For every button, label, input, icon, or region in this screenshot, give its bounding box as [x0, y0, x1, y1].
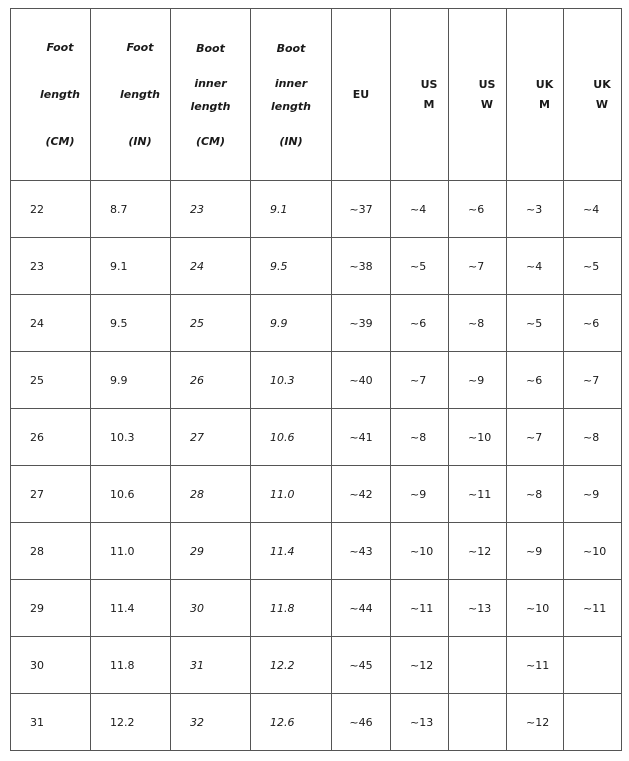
table-row	[11, 352, 622, 409]
cell-us-w	[449, 694, 507, 751]
cell-us-w	[449, 181, 507, 238]
cell-text: ~7	[526, 430, 543, 444]
cell-text: ~5	[410, 259, 427, 273]
cell-us-m	[391, 295, 449, 352]
cell-us-m	[391, 466, 449, 523]
cell-text: 11.8	[110, 658, 135, 672]
cell-text: ~6	[410, 316, 427, 330]
header-line: (IN)	[128, 135, 152, 148]
cell-foot-in	[91, 352, 171, 409]
cell-foot-cm	[11, 238, 91, 295]
cell-us-m	[391, 523, 449, 580]
cell-text: ~38	[349, 259, 373, 273]
table-row	[11, 181, 622, 238]
cell-text: 30	[30, 658, 44, 672]
cell-text: ~7	[583, 373, 600, 387]
cell-text: ~42	[349, 487, 373, 501]
cell-us-m	[391, 181, 449, 238]
cell-text: ~40	[349, 373, 373, 387]
cell-text: 9.1	[270, 202, 288, 216]
header-line: length	[119, 88, 161, 101]
table-row	[11, 295, 622, 352]
cell-boot-in	[251, 295, 332, 352]
header-line: UK	[593, 77, 611, 91]
cell-text: ~9	[526, 544, 543, 558]
cell-us-m	[391, 352, 449, 409]
cell-text: 24	[190, 259, 204, 273]
cell-text: 27	[190, 430, 204, 444]
cell-text: ~45	[349, 658, 373, 672]
cell-foot-in	[91, 181, 171, 238]
cell-eu	[332, 409, 391, 466]
cell-text: ~9	[583, 487, 600, 501]
cell-boot-cm	[171, 295, 251, 352]
cell-text: 9.1	[110, 259, 128, 273]
cell-text: 25	[30, 373, 44, 387]
table-row	[11, 694, 622, 751]
cell-us-m	[391, 409, 449, 466]
cell-text: ~4	[526, 259, 543, 273]
cell-text: 12.2	[270, 658, 295, 672]
cell-text: 28	[30, 544, 44, 558]
table-row	[11, 409, 622, 466]
cell-eu	[332, 580, 391, 637]
cell-text: 27	[30, 487, 44, 501]
table-row	[11, 523, 622, 580]
cell-text: ~7	[410, 373, 427, 387]
header-line: (CM)	[195, 134, 226, 148]
header-line: Foot	[46, 41, 74, 54]
cell-boot-cm	[171, 637, 251, 694]
cell-text: 25	[190, 316, 204, 330]
cell-uk-w	[564, 295, 622, 352]
cell-text: ~13	[410, 715, 434, 729]
cell-eu	[332, 637, 391, 694]
cell-text: 31	[30, 715, 44, 729]
cell-text: 11.0	[110, 544, 135, 558]
cell-us-w	[449, 523, 507, 580]
size-chart-table	[10, 8, 622, 751]
cell-text: ~11	[468, 487, 492, 501]
header-line: EU	[352, 88, 370, 101]
cell-boot-in	[251, 637, 332, 694]
cell-text: ~8	[526, 487, 543, 501]
cell-text: ~3	[526, 202, 543, 216]
cell-boot-in	[251, 238, 332, 295]
cell-foot-cm	[11, 352, 91, 409]
cell-text: 30	[190, 601, 204, 615]
cell-text: 12.2	[110, 715, 135, 729]
cell-foot-in	[91, 694, 171, 751]
cell-boot-in	[251, 409, 332, 466]
cell-uk-m	[507, 580, 564, 637]
cell-text: 11.8	[270, 601, 295, 615]
cell-eu	[332, 523, 391, 580]
cell-text: ~12	[526, 715, 550, 729]
header-foot-length-in	[91, 9, 171, 181]
cell-uk-w	[564, 238, 622, 295]
cell-text: ~13	[468, 601, 492, 615]
cell-boot-cm	[171, 409, 251, 466]
cell-foot-in	[91, 238, 171, 295]
cell-boot-cm	[171, 523, 251, 580]
header-line: Boot	[196, 41, 225, 55]
cell-uk-w	[564, 694, 622, 751]
cell-us-w	[449, 295, 507, 352]
cell-text: 8.7	[110, 202, 128, 216]
table-row	[11, 580, 622, 637]
cell-text: 28	[190, 487, 204, 501]
cell-text: ~8	[468, 316, 485, 330]
cell-uk-w	[564, 466, 622, 523]
header-line: Foot	[126, 41, 154, 54]
header-us-w	[449, 9, 507, 181]
cell-text: ~11	[410, 601, 434, 615]
cell-text: ~6	[468, 202, 485, 216]
cell-foot-in	[91, 409, 171, 466]
cell-text: ~5	[583, 259, 600, 273]
cell-text: ~7	[468, 259, 485, 273]
cell-uk-m	[507, 409, 564, 466]
cell-foot-cm	[11, 694, 91, 751]
header-boot-inner-length-in	[251, 9, 332, 181]
cell-foot-cm	[11, 523, 91, 580]
cell-text: 11.0	[270, 487, 295, 501]
header-uk-m	[507, 9, 564, 181]
header-line: M	[539, 97, 550, 111]
cell-foot-in	[91, 580, 171, 637]
cell-us-m	[391, 580, 449, 637]
cell-foot-cm	[11, 295, 91, 352]
cell-text: 10.6	[270, 430, 295, 444]
cell-foot-in	[91, 466, 171, 523]
cell-text: 9.5	[270, 259, 288, 273]
cell-text: 31	[190, 658, 204, 672]
cell-uk-m	[507, 181, 564, 238]
cell-eu	[332, 694, 391, 751]
cell-uk-w	[564, 409, 622, 466]
cell-text: 9.9	[110, 373, 128, 387]
cell-boot-in	[251, 580, 332, 637]
cell-eu	[332, 295, 391, 352]
cell-text: ~8	[583, 430, 600, 444]
cell-foot-cm	[11, 466, 91, 523]
cell-eu	[332, 181, 391, 238]
cell-foot-in	[91, 637, 171, 694]
table-row	[11, 637, 622, 694]
header-line: inner	[194, 76, 227, 90]
cell-text: ~44	[349, 601, 373, 615]
cell-boot-cm	[171, 466, 251, 523]
cell-foot-in	[91, 523, 171, 580]
header-line: UK	[535, 77, 554, 91]
cell-text: 23	[30, 259, 44, 273]
header-line: inner	[274, 76, 308, 90]
cell-text: ~6	[583, 316, 600, 330]
header-line: W	[480, 97, 494, 111]
cell-text: ~10	[583, 544, 607, 558]
cell-eu	[332, 466, 391, 523]
cell-text: ~46	[349, 715, 373, 729]
header-line: W	[595, 97, 609, 111]
header-line: length	[190, 99, 231, 113]
cell-uk-w	[564, 580, 622, 637]
cell-text: 10.3	[110, 430, 135, 444]
cell-uk-w	[564, 352, 622, 409]
cell-text: ~12	[468, 544, 492, 558]
cell-text: ~9	[410, 487, 427, 501]
cell-text: ~8	[410, 430, 427, 444]
cell-text: 22	[30, 202, 44, 216]
cell-eu	[332, 352, 391, 409]
header-row	[11, 9, 622, 181]
cell-text: ~41	[349, 430, 373, 444]
header-line: (CM)	[45, 135, 75, 148]
header-us-m	[391, 9, 449, 181]
cell-boot-cm	[171, 694, 251, 751]
cell-text: 29	[190, 544, 204, 558]
cell-text: ~4	[583, 202, 600, 216]
header-line: M	[423, 97, 435, 111]
cell-uk-m	[507, 694, 564, 751]
cell-text: ~39	[349, 316, 373, 330]
header-line: Boot	[276, 41, 306, 55]
cell-us-w	[449, 637, 507, 694]
cell-text: 11.4	[110, 601, 135, 615]
cell-uk-w	[564, 637, 622, 694]
cell-text: ~10	[526, 601, 550, 615]
header-foot-length-cm	[11, 9, 91, 181]
cell-uk-w	[564, 523, 622, 580]
cell-text: 29	[30, 601, 44, 615]
cell-boot-cm	[171, 238, 251, 295]
cell-us-w	[449, 580, 507, 637]
table-row	[11, 238, 622, 295]
header-line: length	[39, 88, 81, 101]
cell-boot-cm	[171, 580, 251, 637]
header-line: US	[478, 77, 496, 91]
cell-boot-cm	[171, 181, 251, 238]
cell-boot-cm	[171, 352, 251, 409]
header-uk-w	[564, 9, 622, 181]
cell-eu	[332, 238, 391, 295]
header-line: US	[420, 77, 438, 91]
cell-text: ~11	[583, 601, 607, 615]
cell-text: 9.5	[110, 316, 128, 330]
cell-boot-in	[251, 694, 332, 751]
cell-text: 11.4	[270, 544, 295, 558]
cell-text: 23	[190, 202, 204, 216]
cell-us-m	[391, 694, 449, 751]
header-eu	[332, 9, 391, 181]
cell-foot-cm	[11, 637, 91, 694]
cell-uk-m	[507, 523, 564, 580]
cell-foot-cm	[11, 580, 91, 637]
cell-text: 10.6	[110, 487, 135, 501]
cell-text: ~4	[410, 202, 427, 216]
cell-boot-in	[251, 352, 332, 409]
cell-boot-in	[251, 181, 332, 238]
cell-text: 26	[190, 373, 204, 387]
cell-foot-cm	[11, 409, 91, 466]
cell-uk-m	[507, 637, 564, 694]
cell-uk-m	[507, 466, 564, 523]
cell-boot-in	[251, 523, 332, 580]
cell-foot-cm	[11, 181, 91, 238]
cell-uk-m	[507, 238, 564, 295]
cell-text: ~9	[468, 373, 485, 387]
cell-text: ~6	[526, 373, 543, 387]
cell-uk-w	[564, 181, 622, 238]
header-line: (IN)	[279, 134, 303, 148]
cell-text: ~11	[526, 658, 550, 672]
cell-text: 9.9	[270, 316, 288, 330]
cell-text: 24	[30, 316, 44, 330]
cell-boot-in	[251, 466, 332, 523]
table-row	[11, 466, 622, 523]
cell-us-w	[449, 352, 507, 409]
cell-foot-in	[91, 295, 171, 352]
cell-us-m	[391, 637, 449, 694]
header-line: length	[270, 99, 312, 113]
cell-text: 10.3	[270, 373, 295, 387]
cell-text: ~12	[410, 658, 434, 672]
cell-us-w	[449, 238, 507, 295]
cell-text: 26	[30, 430, 44, 444]
cell-text: 12.6	[270, 715, 295, 729]
cell-text: ~43	[349, 544, 373, 558]
cell-us-w	[449, 466, 507, 523]
cell-text: ~10	[410, 544, 434, 558]
header-boot-inner-length-cm	[171, 9, 251, 181]
cell-text: ~37	[349, 202, 373, 216]
cell-uk-m	[507, 295, 564, 352]
cell-text: 32	[190, 715, 204, 729]
cell-us-m	[391, 238, 449, 295]
cell-uk-m	[507, 352, 564, 409]
cell-text: ~5	[526, 316, 543, 330]
cell-text: ~10	[468, 430, 492, 444]
cell-us-w	[449, 409, 507, 466]
